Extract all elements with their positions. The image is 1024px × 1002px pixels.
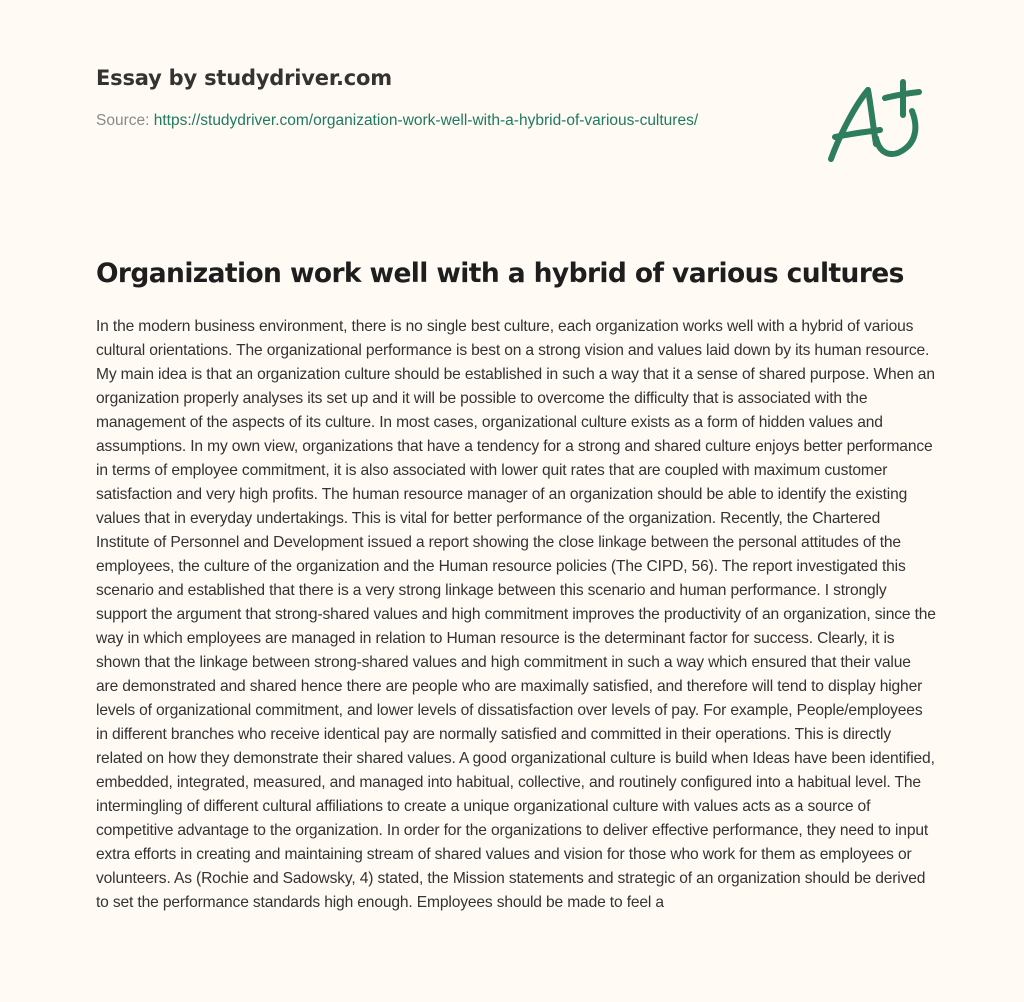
essay-body: In the modern business environment, there is no single best culture, each organization works well with a hybrid of various cultural orientations. The organizational performance is best on a strong vision and values laid down by its human resource. My main idea is that an organization culture should be established in such a way that it a sense of shared purpose. When an organization properly analyses its set up and it will be possible to overcome the difficulty that is associated with the management of the aspects of its culture. In most cases, organizational culture exists as a form of hidden values and assumptions. In my own view, organizations that have a tendency for a strong and shared culture enjoys better performance in terms of employee commitment, it is also associated with lower quit rates that are coupled with maximum customer satisfaction and very high profits. The human resource manager of an organization should be able to identify the existing values that in everyday undertakings. This is vital for better performance of the organization. Recently, the Chartered Institute of Personnel and Development issued a report showing the close linkage between the personal attitudes of the employees, the culture of the organization and the Human resource policies (The CIPD, 56). The report investigated this scenario and established that there is a very strong linkage between this scenario and human performance. I strongly support the argument that strong-shared values and high commitment improves the productivity of an organization, since the way in which employees are managed in relation to Human resource is the determinant factor for success. Clearly, it is shown that the linkage between strong-shared values and high commitment in such a way which ensured that their value are demonstrated and shared hence there are people who are maximally satisfied, and therefore will tend to display higher levels of organizational commitment, and lower levels of dissatisfaction over levels of pay. For example, People/employees in different branches who receive identical pay are normally satisfied and committed in their operations. This is directly related on how they demonstrate their shared values. A good organizational culture is build when Ideas have been identified, embedded, integrated, measured, and managed into habitual, collective, and routinely configured into a habitual level. The intermingling of different cultural affiliations to create a unique organizational culture with values acts as a source of competitive advantage to the organization. In order for the organizations to deliver effective performance, they need to input extra efforts in creating and maintaining stream of shared values and vision for those who work for them as employees or volunteers. As (Rochie and Sadowsky, 4) stated, the Mission statements and strategic of an organization should be derived to set the performance standards high enough. Employees should be made to feel a [96, 318, 936, 911]
page-header [96, 62, 716, 133]
essay-title: Organization work well with a hybrid of various cultures [96, 258, 904, 289]
source-line [96, 109, 716, 133]
a-plus-grade-icon [822, 68, 932, 168]
source-label: Source: [96, 112, 154, 129]
source-link[interactable]: https://studydriver.com/organization-work-well-with-a-hybrid-of-various-cultures/ [153, 112, 699, 129]
site-title: Essay by studydriver.com [96, 66, 392, 90]
